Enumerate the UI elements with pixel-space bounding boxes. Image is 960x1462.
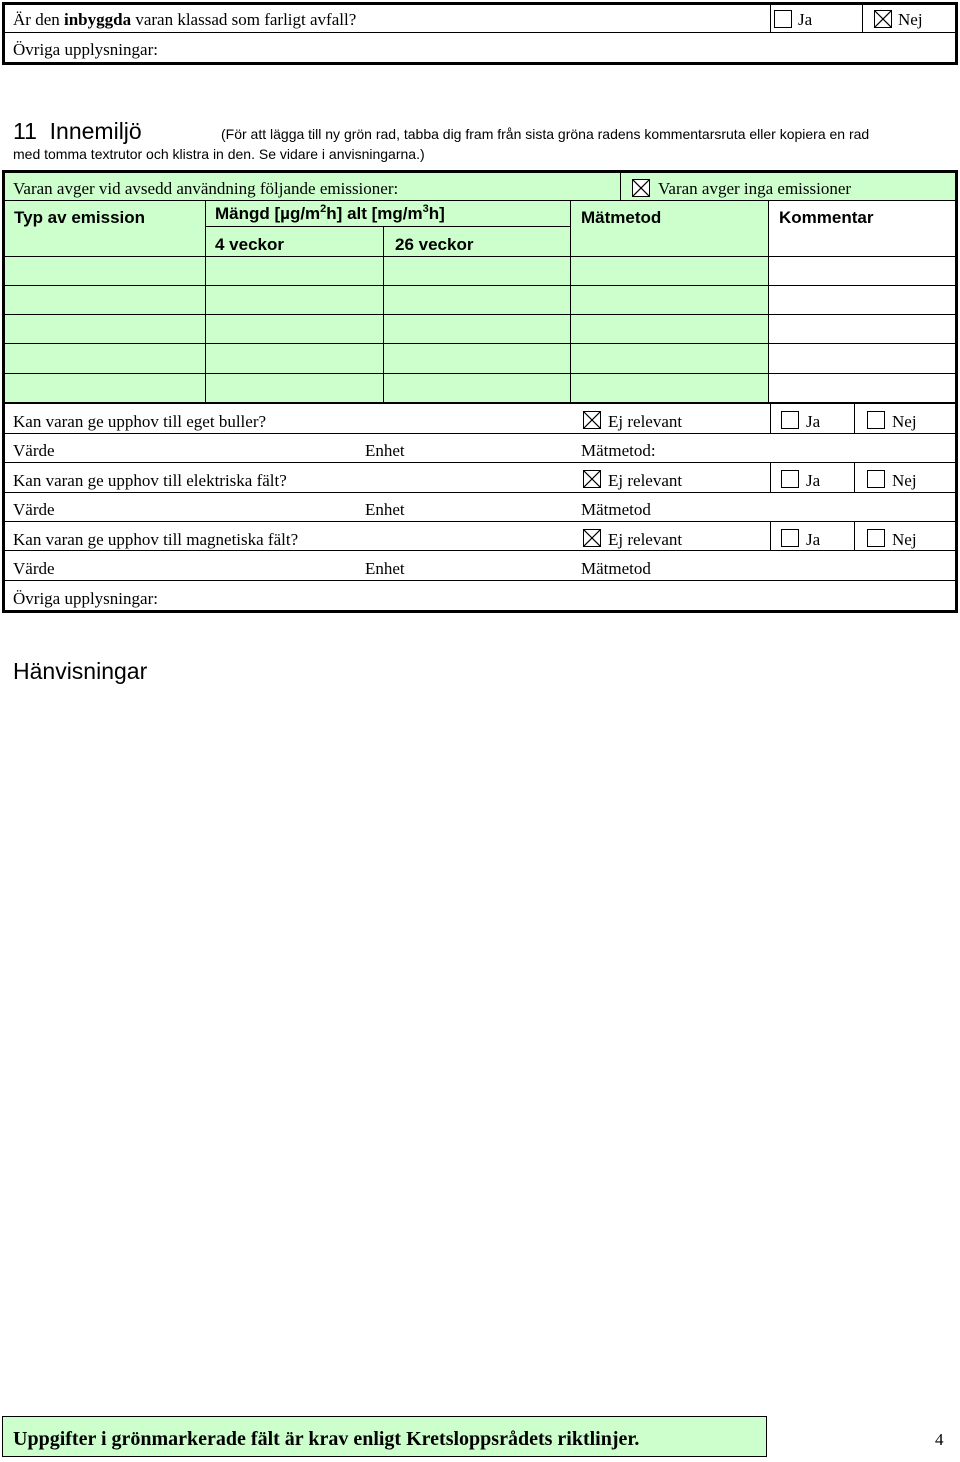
column-type-of-emission: Typ av emission <box>14 208 146 227</box>
divider <box>4 580 956 581</box>
magnetic-nej-label: Nej <box>892 530 917 549</box>
column-comment: Kommentar <box>779 208 874 227</box>
noise-nej-checkbox[interactable] <box>867 411 885 429</box>
checkmark-x-icon <box>875 11 891 27</box>
section-instruction-line2: med tomma textrutor och klistra in den. Se vidare i anvisningarna.) <box>13 146 425 162</box>
divider <box>854 521 855 550</box>
nej-checkbox-checked[interactable] <box>874 10 892 28</box>
magnetic-ej-relevant-label: Ej relevant <box>608 530 683 549</box>
noise-value-field[interactable]: Värde <box>13 441 55 460</box>
divider <box>770 404 771 433</box>
magnetic-ja-checkbox[interactable] <box>781 529 799 547</box>
checkmark-x-icon <box>584 412 600 428</box>
electric-ja-checkbox[interactable] <box>781 470 799 488</box>
electric-nej-checkbox[interactable] <box>867 470 885 488</box>
noise-ej-relevant-label: Ej relevant <box>608 412 683 431</box>
noise-ja-label: Ja <box>806 412 821 431</box>
column-method: Mätmetod <box>581 208 662 227</box>
ja-label: Ja <box>798 10 813 29</box>
divider <box>4 462 956 463</box>
nej-label: Nej <box>898 10 923 29</box>
divider <box>620 172 621 200</box>
noise-ej-relevant-checkbox-checked[interactable] <box>583 411 601 429</box>
magnetic-nej-checkbox[interactable] <box>867 529 885 547</box>
electric-value-field[interactable]: Värde <box>13 500 55 519</box>
noise-method-field[interactable]: Mätmetod: <box>581 441 656 460</box>
divider <box>862 4 863 32</box>
divider <box>770 4 771 32</box>
table-row[interactable] <box>4 374 956 402</box>
magnetic-field-question: Kan varan ge upphov till magnetiska fält? <box>13 530 299 549</box>
divider <box>4 200 956 201</box>
electric-nej-label: Nej <box>892 471 917 490</box>
noise-ja-checkbox[interactable] <box>781 411 799 429</box>
divider <box>4 433 956 434</box>
no-emissions-label: Varan avger inga emissioner <box>658 179 852 198</box>
magnetic-ja-label: Ja <box>806 530 821 549</box>
hazardous-waste-question: Är den inbyggda varan klassad som farligt avfall? <box>13 10 357 29</box>
magnetic-unit-field[interactable]: Enhet <box>365 559 405 578</box>
checkmark-x-icon <box>584 530 600 546</box>
electric-ja-label: Ja <box>806 471 821 490</box>
divider <box>4 550 956 551</box>
noise-nej-label: Nej <box>892 412 917 431</box>
other-info-label[interactable]: Övriga upplysningar: <box>13 40 158 59</box>
electric-unit-field[interactable]: Enhet <box>365 500 405 519</box>
no-emissions-checkbox-checked[interactable] <box>632 179 650 197</box>
divider <box>854 462 855 492</box>
magnetic-value-field[interactable]: Värde <box>13 559 55 578</box>
table-row[interactable] <box>4 257 956 285</box>
section11-other-info-label[interactable]: Övriga upplysningar: <box>13 589 158 608</box>
divider <box>4 521 956 522</box>
divider <box>4 492 956 493</box>
column-amount: Mängd $[\mu g/m^2h]$ alt $[mg/m^3h]$ <box>215 203 445 223</box>
divider <box>205 226 570 227</box>
electric-field-question: Kan varan ge upphov till elektriska fält? <box>13 471 287 490</box>
divider <box>770 462 771 492</box>
checkmark-x-icon <box>584 471 600 487</box>
section-title: 11 Innemiljö <box>13 118 142 144</box>
page-number: 4 <box>935 1430 944 1449</box>
electric-method-field[interactable]: Mätmetod <box>581 500 651 519</box>
section-instruction-line1: (För att lägga till ny grön rad, tabba dig fram från sista gröna radens kommentarsruta eller kopiera en rad <box>221 126 870 142</box>
magnetic-ej-relevant-checkbox-checked[interactable] <box>583 529 601 547</box>
ja-checkbox[interactable] <box>774 10 792 28</box>
table-row[interactable] <box>4 286 956 314</box>
noise-question: Kan varan ge upphov till eget buller? <box>13 412 267 431</box>
noise-unit-field[interactable]: Enhet <box>365 441 405 460</box>
electric-ej-relevant-checkbox-checked[interactable] <box>583 470 601 488</box>
footer-note: Uppgifter i grönmarkerade fält är krav enligt Kretsloppsrådets riktlinjer. <box>13 1428 640 1450</box>
checkmark-x-icon <box>633 180 649 196</box>
table-bottom <box>4 402 956 404</box>
references-heading: Hänvisningar <box>13 658 148 684</box>
divider <box>4 32 956 33</box>
emissions-intro: Varan avger vid avsedd användning följande emissioner: <box>13 179 399 198</box>
table-row[interactable] <box>4 344 956 373</box>
electric-ej-relevant-label: Ej relevant <box>608 471 683 490</box>
divider <box>770 521 771 550</box>
column-26-weeks: 26 veckor <box>395 235 474 254</box>
column-4-weeks: 4 veckor <box>215 235 284 254</box>
table-row[interactable] <box>4 315 956 343</box>
magnetic-method-field[interactable]: Mätmetod <box>581 559 651 578</box>
divider <box>854 404 855 433</box>
